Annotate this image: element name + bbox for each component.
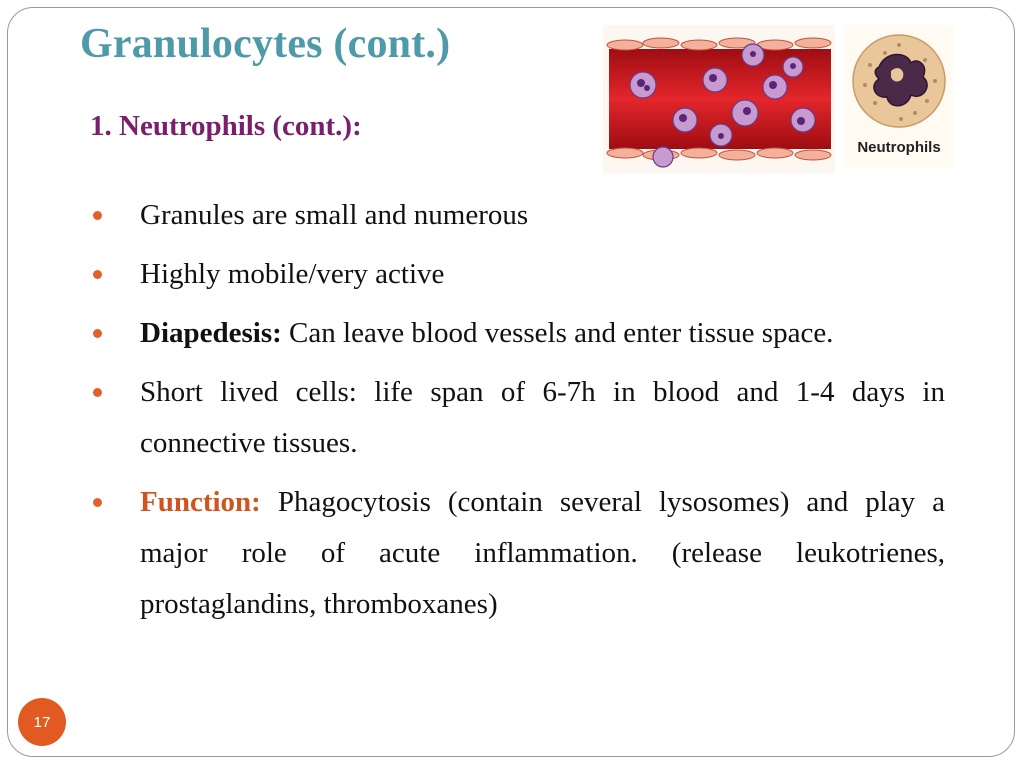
bullet-text: Can leave blood vessels and enter tissue space.: [281, 317, 834, 349]
blood-vessel-illustration: [603, 25, 835, 173]
bullet-dot-icon: [93, 329, 102, 338]
bullet-item: [90, 367, 945, 469]
bullet-dot-icon: [93, 211, 102, 220]
bullet-dot-icon: [93, 388, 102, 397]
bullet-dot-icon: [93, 498, 102, 507]
bullet-term: Diapedesis:: [140, 317, 282, 349]
neutrophil-cell-icon: [845, 25, 953, 135]
neutrophil-illustration: [845, 25, 953, 168]
bullet-text: Phagocytosis (contain several lysosomes) and play a major role of acute inflammation. (release leukotrienes, prostaglandins, thromboxanes): [140, 486, 945, 620]
bullet-item: [90, 477, 945, 630]
bullet-term-function: Function:: [140, 486, 261, 518]
bullet-text: Highly mobile/very active: [140, 258, 445, 290]
bullet-dot-icon: [93, 270, 102, 279]
slide-subtitle: 1. Neutrophils (cont.):: [90, 110, 362, 142]
bullet-item: [90, 190, 945, 241]
bullet-text: Short lived cells: life span of 6-7h in blood and 1-4 days in connective tissues.: [140, 376, 945, 459]
bullet-text: Granules are small and numerous: [140, 199, 529, 231]
neutrophil-label: Neutrophils: [857, 139, 941, 156]
page-number-badge: 17: [18, 698, 66, 746]
bullet-item: [90, 249, 945, 300]
bullet-item: [90, 308, 945, 359]
bullet-list: [90, 190, 945, 638]
slide-title: Granulocytes (cont.): [80, 21, 451, 67]
